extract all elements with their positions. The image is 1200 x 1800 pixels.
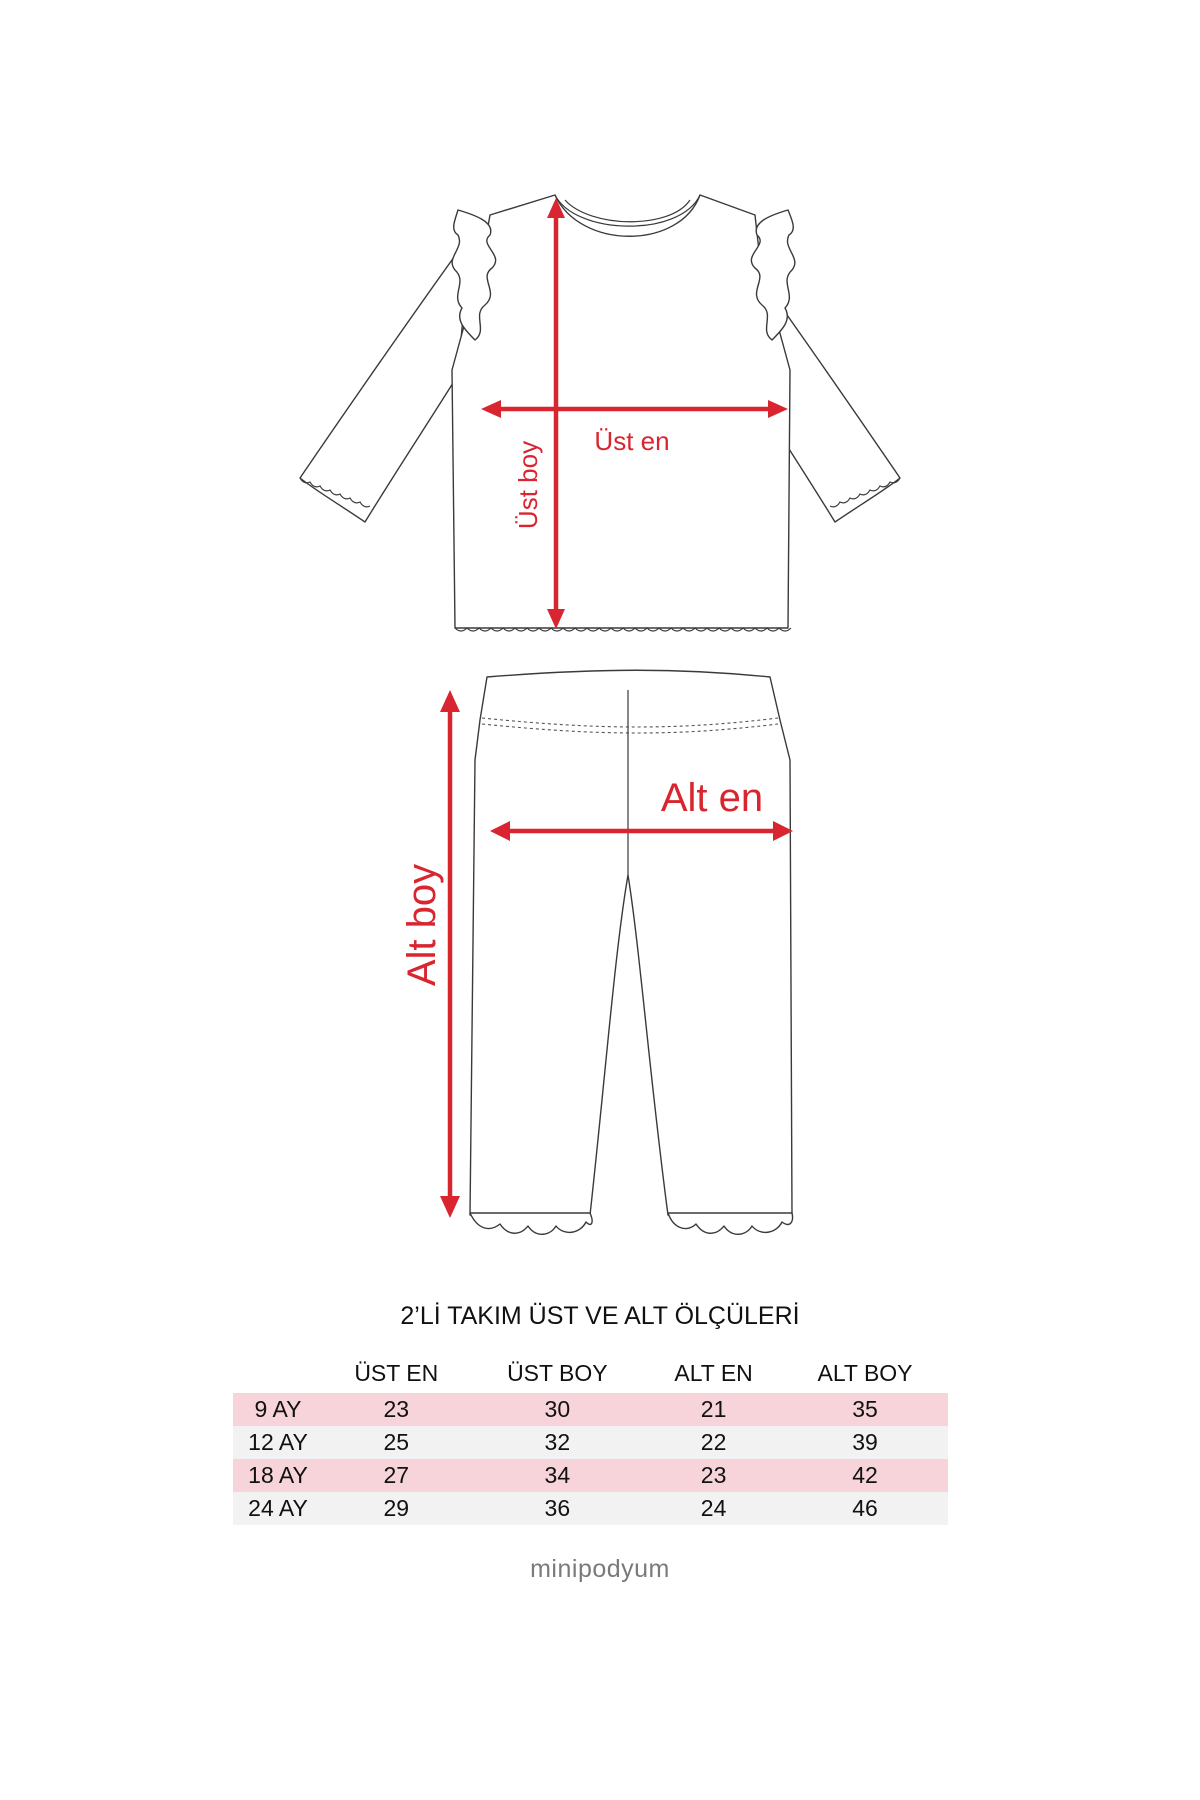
table-cell: 29 xyxy=(323,1492,470,1525)
table-cell: 27 xyxy=(323,1459,470,1492)
top-body xyxy=(452,195,790,628)
bottom-width-label: Alt en xyxy=(660,776,764,820)
table-cell: 36 xyxy=(470,1492,646,1525)
table-cell: 21 xyxy=(645,1393,782,1426)
table-row xyxy=(233,1459,948,1492)
table-cell: 34 xyxy=(470,1459,646,1492)
table-cell: 22 xyxy=(645,1426,782,1459)
bottom-left-ankle-ruffle xyxy=(470,1213,592,1234)
top-width-label: Üst en xyxy=(594,426,670,456)
table-cell: 46 xyxy=(782,1492,948,1525)
column-header: ALT EN xyxy=(674,1359,753,1386)
bottom-right-ankle-ruffle xyxy=(668,1213,793,1234)
size-column-header xyxy=(233,1353,323,1393)
top-garment-drawing xyxy=(300,195,900,631)
table-row xyxy=(233,1426,948,1459)
table-cell: 23 xyxy=(323,1393,470,1426)
table-row xyxy=(233,1492,948,1525)
table-cell: 35 xyxy=(782,1393,948,1426)
bottom-garment-drawing xyxy=(470,670,793,1234)
table-cell: 32 xyxy=(470,1426,646,1459)
table-cell: 24 xyxy=(645,1492,782,1525)
size-table-title: 2’Lİ TAKIM ÜST VE ALT ÖLÇÜLERİ xyxy=(400,1302,800,1330)
column-header: ÜST EN xyxy=(354,1359,439,1386)
table-cell: 42 xyxy=(782,1459,948,1492)
size-label: 18 AY xyxy=(233,1459,323,1492)
column-header: ALT BOY xyxy=(817,1359,913,1386)
bottom-leggings xyxy=(470,670,792,1215)
table-cell: 39 xyxy=(782,1426,948,1459)
top-length-label: Üst boy xyxy=(513,440,543,530)
brand-logo: minipodyum xyxy=(530,1555,670,1583)
top-left-sleeve xyxy=(300,235,470,522)
column-header: ÜST BOY xyxy=(507,1359,608,1386)
table-cell: 23 xyxy=(645,1459,782,1492)
table-row xyxy=(233,1393,948,1426)
size-label: 12 AY xyxy=(233,1426,323,1459)
table-cell: 30 xyxy=(470,1393,646,1426)
bottom-length-label: Alt boy xyxy=(400,863,444,987)
size-label: 24 AY xyxy=(233,1492,323,1525)
table-cell: 25 xyxy=(323,1426,470,1459)
size-table xyxy=(233,1353,948,1525)
size-label: 9 AY xyxy=(233,1393,323,1426)
size-table-header-row xyxy=(233,1353,948,1393)
